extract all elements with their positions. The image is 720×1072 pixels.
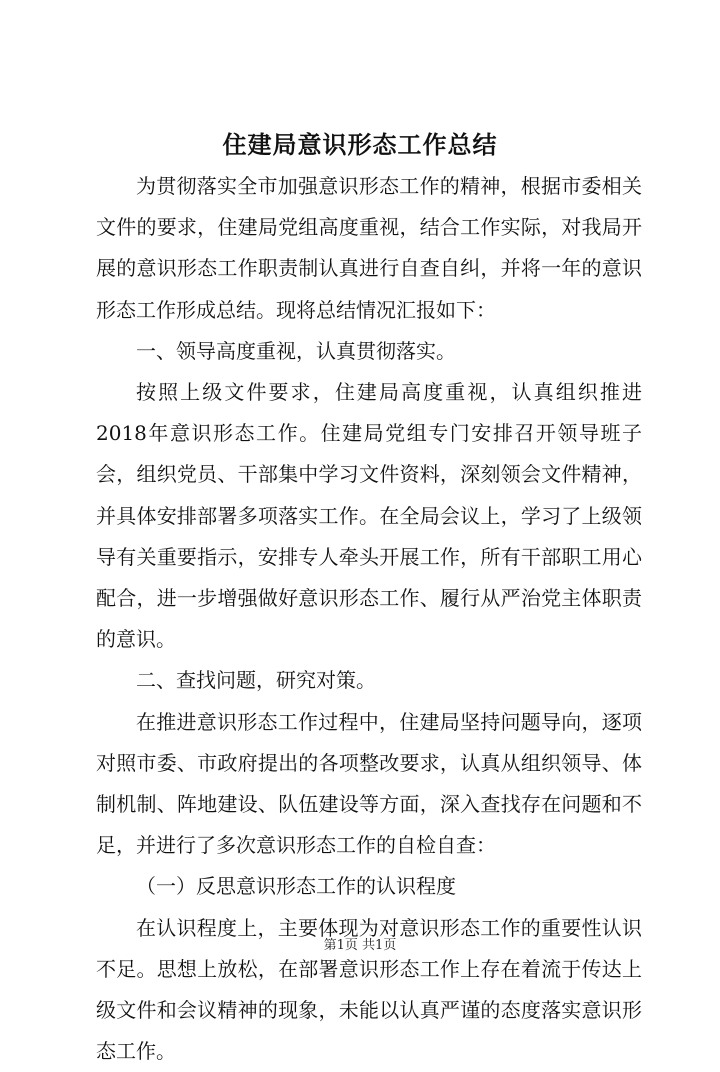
page-footer: 第1页 共1页 <box>323 938 397 953</box>
document-title: 住建局意识形态工作总结 <box>222 130 498 159</box>
subsection-heading-1: （一）反思意识形态工作的认识程度 <box>136 874 456 899</box>
paragraph-subsection-1: 在认识程度上，主要体现为对意识形态工作的重要性认识不足。思想上放松，在部署意识形态工作上存在着流于传达上级文件和会议精神的现象，未能以认真严谨的态度落实意识形态工作。 <box>96 915 642 1064</box>
section-heading-2: 二、查找问题，研究对策。 <box>136 668 376 693</box>
paragraph-intro: 为贯彻落实全市加强意识形态工作的精神，根据市委相关文件的要求，住建局党组高度重视，结合工作实际，对我局开展的意识形态工作职责制认真进行自查自纠，并将一年的意识形态工作形成总结。现将总结情况汇报如下： <box>96 174 642 322</box>
paragraph-section-1: 按照上级文件要求，住建局高度重视，认真组织推进2018年意识形态工作。住建局党组专门安排召开领导班子会，组织党员、干部集中学习文件资料，深刻领会文件精神，并具体安排部署多项落实工作。在全局会议上，学习了上级领导有关重要指示，安排专人牵头开展工作，所有干部职工用心配合，进一步增强做好意识形态工作、履行从严治党主体职责的意识。 <box>96 380 642 652</box>
section-heading-1: 一、领导高度重视，认真贯彻落实。 <box>136 338 456 363</box>
paragraph-section-2: 在推进意识形态工作过程中，住建局坚持问题导向，逐项对照市委、市政府提出的各项整改要求，认真从组织领导、体制机制、阵地建设、队伍建设等方面，深入查找存在问题和不足，并进行了多次意识形态工作的自检自查： <box>96 709 642 858</box>
